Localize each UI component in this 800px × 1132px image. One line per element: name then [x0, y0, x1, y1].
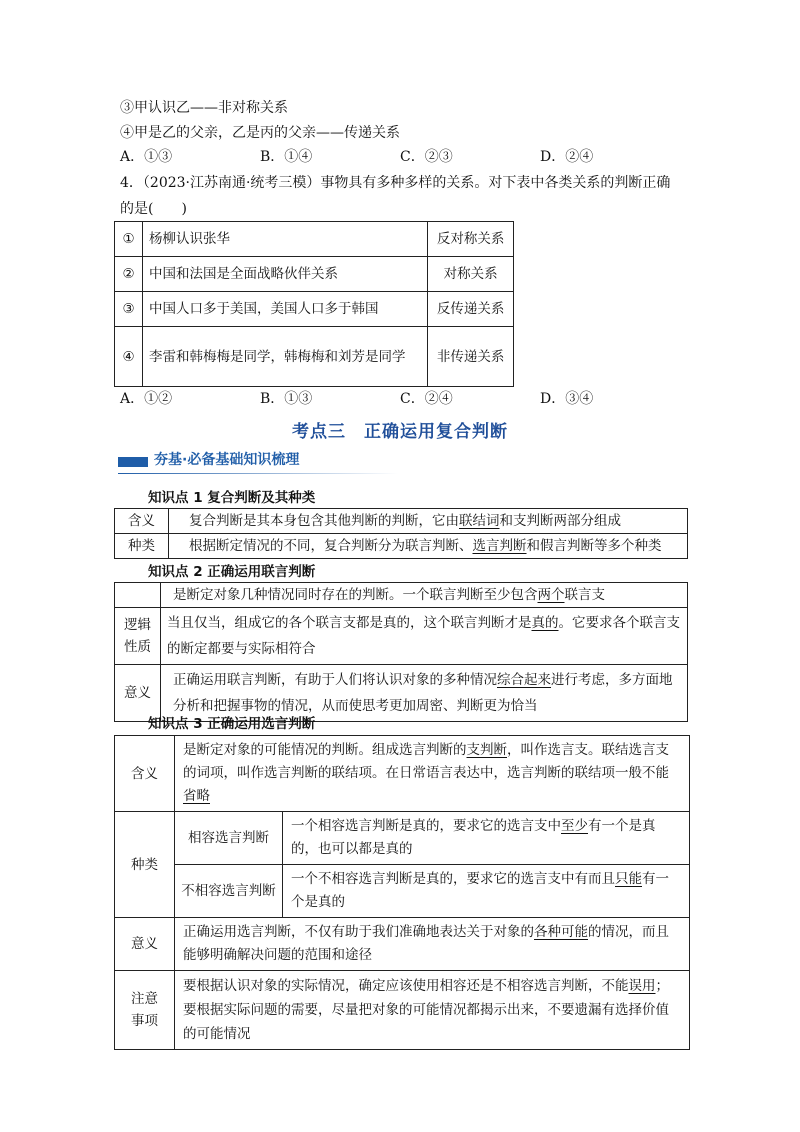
- row-content: 是断定对象的可能情况的判断。组成选言判断的支判断，叫作选言支。联结选言支的词项，叫作选言判断的联结项。在日常语言表达中，选言判断的联结项一般不能省略: [175, 736, 690, 812]
- row-content: 正确运用联言判断，有助于人们将认识对象的多种情况综合起来进行考虑，多方面地分析和把握事物的情况，从而使思考更加周密、判断更为恰当: [161, 665, 688, 722]
- table-row: [115, 812, 690, 865]
- row-label: 含义: [115, 509, 169, 534]
- sub-label: 不相容选言判断: [175, 865, 283, 918]
- row-content: 是断定对象几种情况同时存在的判断。一个联言判断至少包含两个联言支: [161, 583, 688, 608]
- row-number: ②: [115, 257, 143, 292]
- row-content: 李雷和韩梅梅是同学，韩梅梅和刘芳是同学: [142, 327, 427, 387]
- statement-3: ③甲认识乙——非对称关系: [120, 100, 288, 116]
- banner-text: 夯基·必备基础知识梳理: [154, 452, 300, 468]
- q4-stem-line1: 4．（2023·江苏南通·统考三模）事物具有多种多样的关系。对下表中各类关系的判断正确: [120, 175, 671, 191]
- table-row: [115, 257, 514, 292]
- option-a[interactable]: A．①③: [120, 149, 173, 165]
- kp3-table: [114, 735, 690, 1050]
- sub-label: 相容选言判断: [175, 812, 283, 865]
- kp1-table: [114, 508, 688, 559]
- option-b[interactable]: B．①③: [260, 391, 313, 407]
- row-relation: 反传递关系: [428, 292, 514, 327]
- option-d[interactable]: D．②④: [540, 149, 594, 165]
- table-row: [115, 608, 688, 665]
- table-row: [115, 583, 688, 608]
- table-row: [115, 865, 690, 918]
- kp2-title: 知识点 2 正确运用联言判断: [148, 564, 316, 580]
- row-relation: 对称关系: [428, 257, 514, 292]
- row-number: ④: [115, 327, 143, 387]
- row-content: 根据断定情况的不同，复合判断分为联言判断、选言判断和假言判断等多个种类: [169, 534, 688, 559]
- row-number: ③: [115, 292, 143, 327]
- row-content: 复合判断是其本身包含其他判断的判断，它由联结词和支判断两部分组成: [169, 509, 688, 534]
- row-content: 正确运用选言判断，不仅有助于我们准确地表达关于对象的各种可能的情况，而且能够明确解决问题的范围和途径: [175, 918, 690, 971]
- kp2-table: [114, 582, 688, 722]
- table-row: [115, 292, 514, 327]
- row-label: 含义: [115, 736, 175, 812]
- banner-underline: [118, 473, 398, 474]
- option-b[interactable]: B．①④: [260, 149, 313, 165]
- table-row: [115, 736, 690, 812]
- row-relation: 非传递关系: [428, 327, 514, 387]
- statement-4: ④甲是乙的父亲，乙是丙的父亲——传递关系: [120, 125, 400, 141]
- q4-options: [120, 388, 680, 410]
- q4-stem-line2: 的是( ): [120, 201, 187, 217]
- row-content: 当且仅当，组成它的各个联言支都是真的，这个联言判断才是真的。它要求各个联言支的断定都要与实际相符合: [161, 608, 688, 665]
- row-relation: 反对称关系: [428, 222, 514, 257]
- row-number: ①: [115, 222, 143, 257]
- kp1-title: 知识点 1 复合判断及其种类: [148, 490, 316, 506]
- q3-options: [120, 146, 680, 168]
- option-c[interactable]: C．②④: [400, 391, 453, 407]
- row-label: 意义: [115, 665, 161, 722]
- banner-bar: [118, 457, 148, 467]
- row-content: 要根据认识对象的实际情况，确定应该使用相容还是不相容选言判断，不能误用；要根据实际问题的需要，尽量把对象的可能情况都揭示出来，不要遗漏有选择价值的可能情况: [175, 971, 690, 1050]
- row-content: 一个不相容选言判断是真的，要求它的选言支中有而且只能有一个是真的: [283, 865, 690, 918]
- row-label: 逻辑性质: [115, 608, 161, 665]
- option-c[interactable]: C．②③: [400, 149, 453, 165]
- q4-relation-table: [114, 221, 514, 387]
- option-a[interactable]: A．①②: [120, 391, 173, 407]
- table-row: [115, 534, 688, 559]
- table-row: [115, 509, 688, 534]
- row-label: 种类: [115, 812, 175, 918]
- row-label: 种类: [115, 534, 169, 559]
- row-label: 注意事项: [115, 971, 175, 1050]
- row-label: 意义: [115, 918, 175, 971]
- table-row: [115, 918, 690, 971]
- option-d[interactable]: D．③④: [540, 391, 594, 407]
- row-content: 杨柳认识张华: [142, 222, 427, 257]
- row-content: 中国人口多于美国，美国人口多于韩国: [142, 292, 427, 327]
- table-row: [115, 327, 514, 387]
- row-content: 中国和法国是全面战略伙伴关系: [142, 257, 427, 292]
- table-row: [115, 971, 690, 1050]
- kp3-title: 知识点 3 正确运用选言判断: [148, 716, 316, 732]
- table-row: [115, 222, 514, 257]
- section-title: 考点三 正确运用复合判断: [292, 422, 508, 442]
- row-content: 一个相容选言判断是真的，要求它的选言支中至少有一个是真的，也可以都是真的: [283, 812, 690, 865]
